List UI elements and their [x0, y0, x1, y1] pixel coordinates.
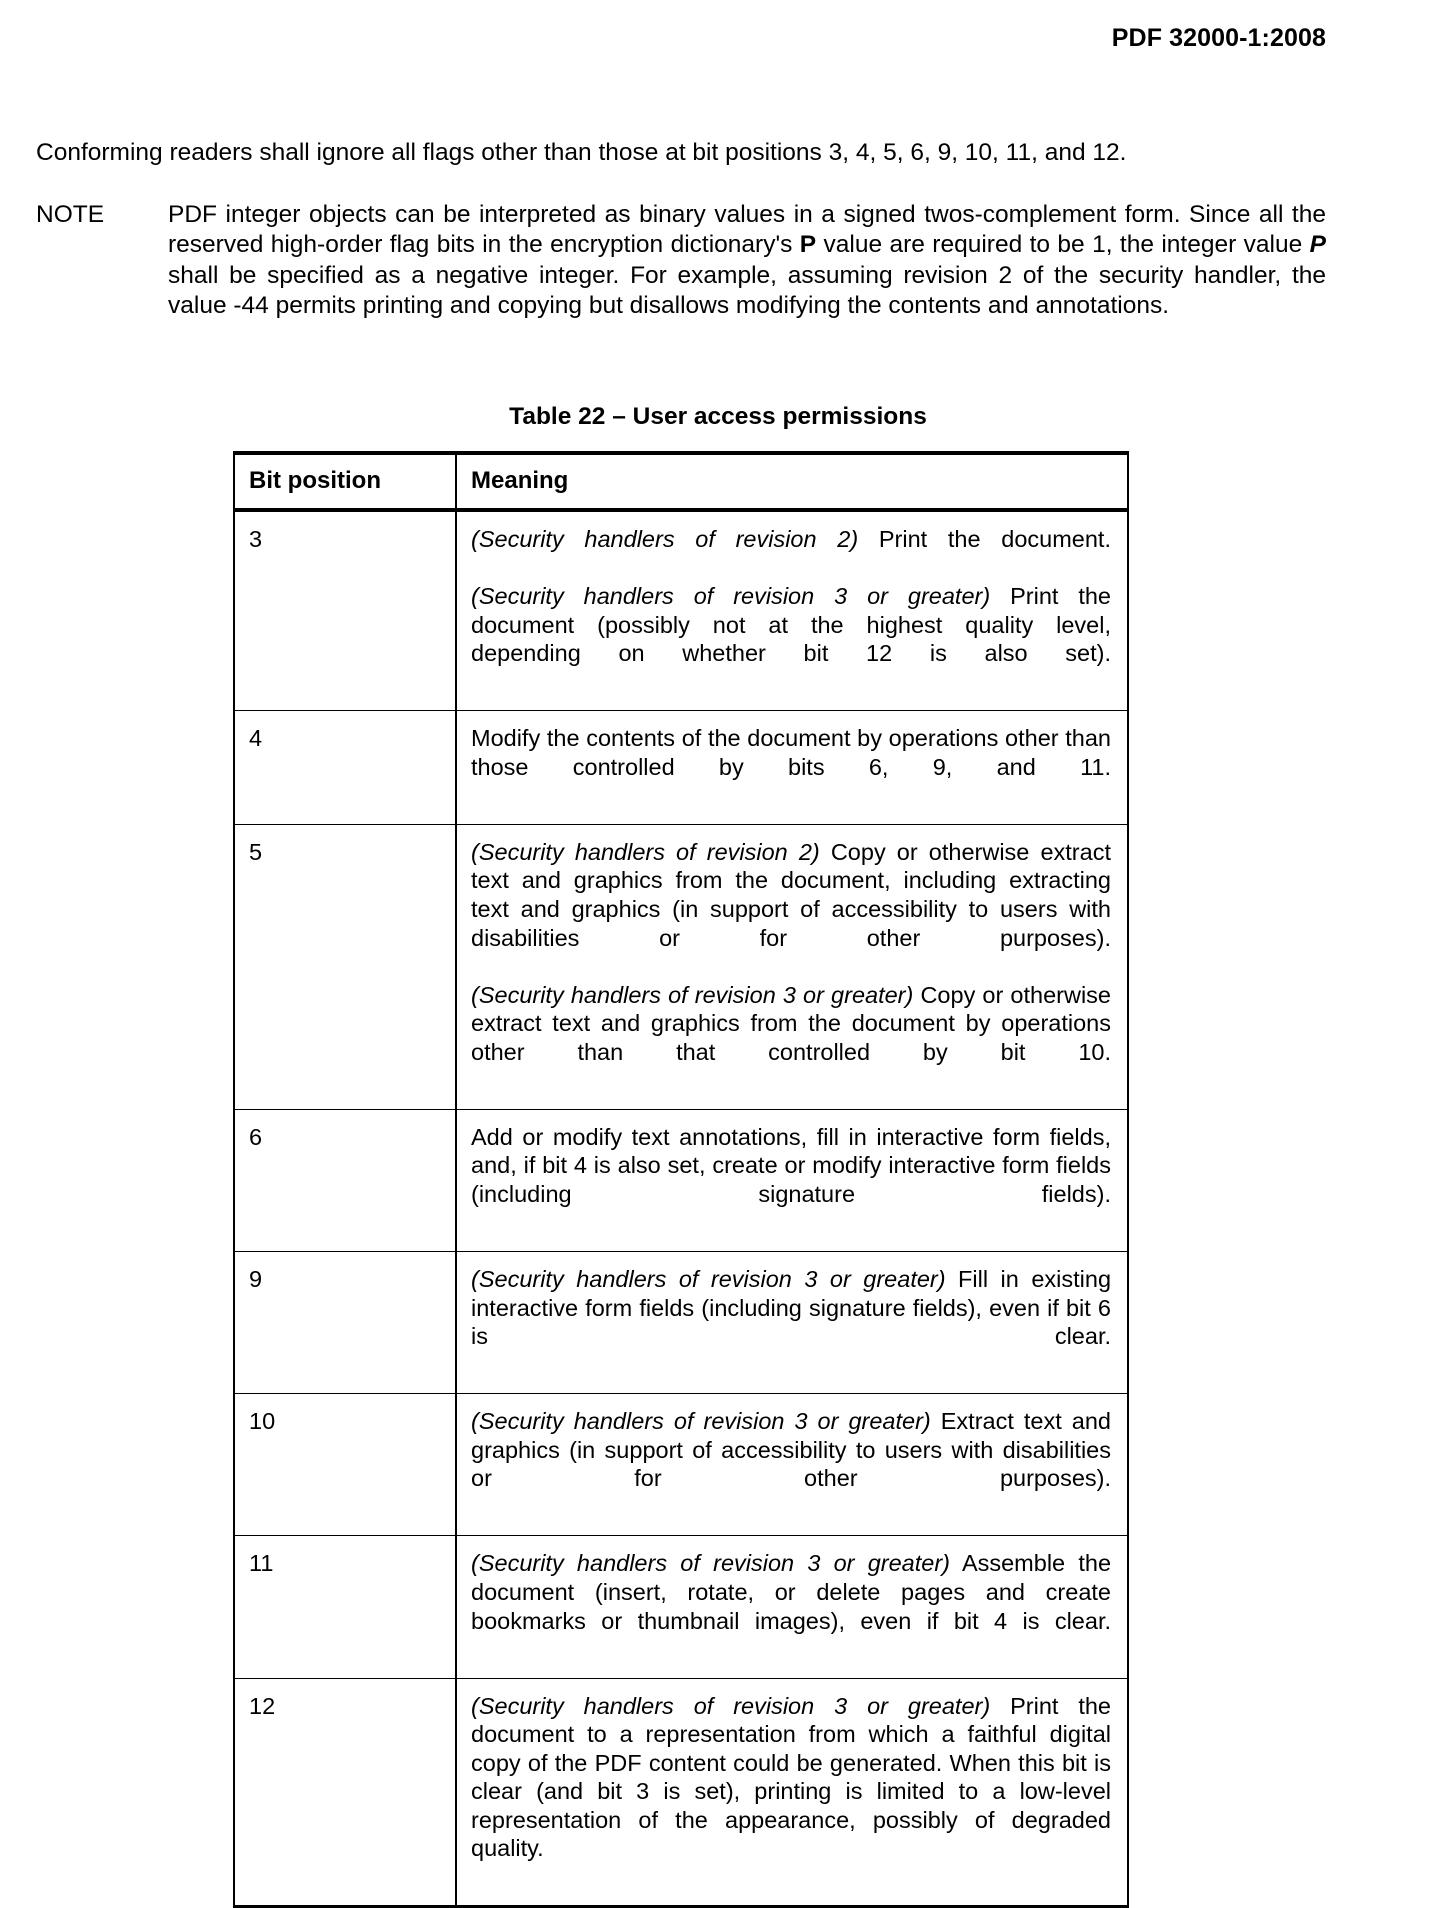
table-body	[234, 510, 1128, 1907]
meaning-text: Copy or otherwise extract text and graphics from the document, including extracting text and graphics (in support of accessibility to users with disabilities or for other purposes).	[471, 838, 1111, 951]
cell-bit-position: 5	[234, 824, 456, 1109]
running-header-standard-ref: PDF 32000-1:2008	[1111, 24, 1326, 52]
table-row	[234, 1536, 1128, 1678]
column-header-meaning: Meaning	[456, 453, 1128, 510]
cell-meaning	[456, 510, 1128, 711]
security-handler-qualifier: (Security handlers of revision 3 or greater)	[471, 583, 991, 610]
cell-bit-position: 9	[234, 1252, 456, 1394]
meaning-text: Extract text and graphics (in support of accessibility to users with disabilities or for other purposes).	[471, 1408, 1111, 1492]
security-handler-qualifier: (Security handlers of revision 3 or greater)	[471, 1266, 946, 1293]
table-header	[234, 453, 1128, 510]
cell-bit-position: 4	[234, 711, 456, 825]
meaning-paragraph	[471, 1692, 1111, 1892]
note-text-segment-3: shall be specified as a negative integer. For example, assuming revision 2 of the security handler, the value -44 permits printing and copying but disallows modifying the contents and annotations.	[168, 261, 1326, 320]
meaning-paragraph	[471, 1549, 1111, 1663]
security-handler-qualifier: (Security handlers of revision 2)	[471, 526, 859, 552]
meaning-text: Assemble the document (insert, rotate, or delete pages and create bookmarks or thumbnail images), even if bit 4 is clear.	[471, 1550, 1112, 1634]
security-handler-qualifier: (Security handlers of revision 2)	[471, 838, 820, 865]
note-block	[36, 200, 1326, 322]
meaning-paragraph	[471, 1123, 1111, 1237]
body-paragraph: Conforming readers shall ignore all flags other than those at bit positions 3, 4, 5, 6, 9, 10, 11, and 12.	[36, 139, 1127, 166]
cell-meaning	[456, 1394, 1128, 1536]
meaning-paragraph	[471, 1265, 1111, 1379]
note-text-segment-2: value are required to be 1, the integer value	[816, 231, 1310, 259]
cell-meaning	[456, 1536, 1128, 1678]
meaning-text: Add or modify text annotations, fill in interactive form fields, and, if bit 4 is also set, create or modify interactive form fields (including signature fields).	[471, 1123, 1111, 1207]
cell-meaning	[456, 1252, 1128, 1394]
meaning-paragraph	[471, 1407, 1111, 1521]
table-row	[234, 1678, 1128, 1907]
table-row	[234, 510, 1128, 711]
cell-bit-position: 6	[234, 1109, 456, 1251]
cell-bit-position: 11	[234, 1536, 456, 1678]
table-row	[234, 824, 1128, 1109]
security-handler-qualifier: (Security handlers of revision 3 or greater)	[471, 981, 914, 1008]
meaning-text: Copy or otherwise extract text and graphics from the document by operations other than that controlled by bit 10.	[471, 981, 1112, 1065]
table-header-row	[234, 453, 1128, 510]
meaning-text: Print the document (possibly not at the highest quality level, depending on whether bit 12 is also set).	[471, 583, 1112, 667]
cell-meaning	[456, 711, 1128, 825]
note-label: NOTE	[36, 201, 105, 228]
column-header-bit-position: Bit position	[234, 453, 456, 510]
cell-meaning	[456, 824, 1128, 1109]
table-row	[234, 711, 1128, 825]
security-handler-qualifier: (Security handlers of revision 3 or greater)	[471, 1408, 931, 1435]
note-text	[168, 200, 1326, 322]
meaning-text: Modify the contents of the document by operations other than those controlled by bits 6, 9, and 11.	[471, 725, 1111, 780]
meaning-text: Print the document.	[858, 526, 1111, 552]
cell-bit-position: 10	[234, 1394, 456, 1536]
table-caption: Table 22 – User access permissions	[509, 403, 927, 430]
meaning-paragraph	[471, 525, 1111, 582]
user-access-permissions-table	[233, 451, 1129, 1908]
meaning-paragraph	[471, 838, 1111, 981]
cell-meaning	[456, 1109, 1128, 1251]
security-handler-qualifier: (Security handlers of revision 3 or greater)	[471, 1692, 991, 1719]
table-row	[234, 1394, 1128, 1536]
table-row	[234, 1109, 1128, 1251]
meaning-paragraph	[471, 981, 1111, 1095]
note-text-segment-1: PDF integer objects can be interpreted as binary values in a signed twos-complement form. Since all the reserved high-order flag bits in the encryption dictionary's	[168, 201, 1326, 259]
meaning-paragraph	[471, 724, 1111, 810]
cell-bit-position: 3	[234, 510, 456, 711]
cell-bit-position: 12	[234, 1678, 456, 1907]
meaning-text: Fill in existing interactive form fields (including signature fields), even if bit 6 is clear.	[471, 1266, 1112, 1350]
table-row	[234, 1252, 1128, 1394]
security-handler-qualifier: (Security handlers of revision 3 or greater)	[471, 1550, 951, 1577]
meaning-paragraph	[471, 582, 1111, 696]
note-emphasis-p-1: P	[799, 231, 817, 259]
note-emphasis-p-2: P	[1309, 231, 1326, 259]
cell-meaning	[456, 1678, 1128, 1907]
meaning-text: Print the document to a representation from which a faithful digital copy of the PDF content could be generated. When this bit is clear (and bit 3 is set), printing is limited to a low-level representation of the appearance, possibly of degraded quality.	[471, 1692, 1112, 1862]
